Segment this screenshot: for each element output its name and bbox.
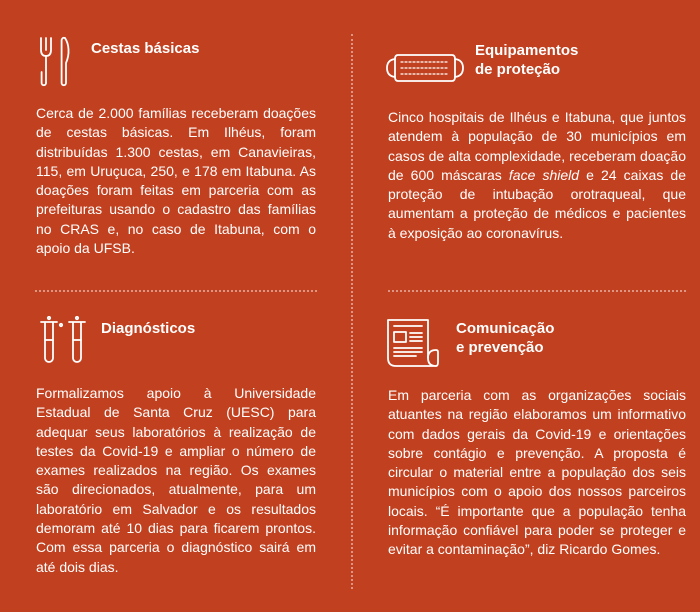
newspaper-icon: [386, 318, 440, 368]
vertical-divider: [351, 34, 353, 589]
section-title: Equipamentos de proteção: [475, 42, 579, 78]
horizontal-divider-right: [388, 290, 686, 292]
test-tubes-icon: [38, 316, 90, 366]
section-title: Comunicação e prevenção: [456, 320, 555, 356]
cutlery-icon: [38, 36, 72, 88]
section-title: Cestas básicas: [91, 40, 200, 57]
section-body: Em parceria com as organizações sociais atuantes na região elaboramos um informativo com dados gerais da Covid-19 e orientações sobre contágio e prevenção. A proposta é circular o material entre a população dos seis municípios com o apoio dos nossos parceiros locais. “É importante que a população tenha informação confiável para poder se proteger e evitar a contaminação”, diz Ricardo Gomes.: [388, 387, 686, 558]
body-text-before: Cinco hospitais de Ilhéus e Itabuna, que juntos atendem à população de 30 municípios em casos de alta complexidade, receberam doação de 600 máscaras: [388, 109, 686, 183]
face-mask-icon: [385, 51, 465, 85]
section-body: Formalizamos apoio à Universidade Estadual de Santa Cruz (UESC) para adequar seus laboratórios à realização de testes da Covid-19 e ampliar o número de exames realizados na região. Os exames são direcionados, atualmente, para um laboratório em Salvador e os resultados demoram até 10 dias para ficarem prontos. Com essa parceria o diagnóstico sairá em até dois dias.: [36, 385, 316, 575]
section-body: Cerca de 2.000 famílias receberam doações de cestas básicas. Em Ilhéus, foram distribuídas 1.300 cestas, em Canavieiras, 115, em Uruçuca, 250, e 178 em Itabuna. As doações foram feitas em parceria com as prefeituras usando o cadastro das famílias no CRAS e, no caso de Itabuna, com o apoio da UFSB.: [36, 105, 316, 257]
section-title: Diagnósticos: [101, 320, 196, 337]
body-text-after: e 24 caixas de proteção de intubação orotraqueal, que aumentam a proteção de médicos e pacientes à exposição ao coronavírus.: [388, 166, 686, 241]
section-body: [388, 108, 686, 243]
horizontal-divider-left: [35, 290, 317, 292]
body-text-italic: face shield: [508, 166, 580, 183]
